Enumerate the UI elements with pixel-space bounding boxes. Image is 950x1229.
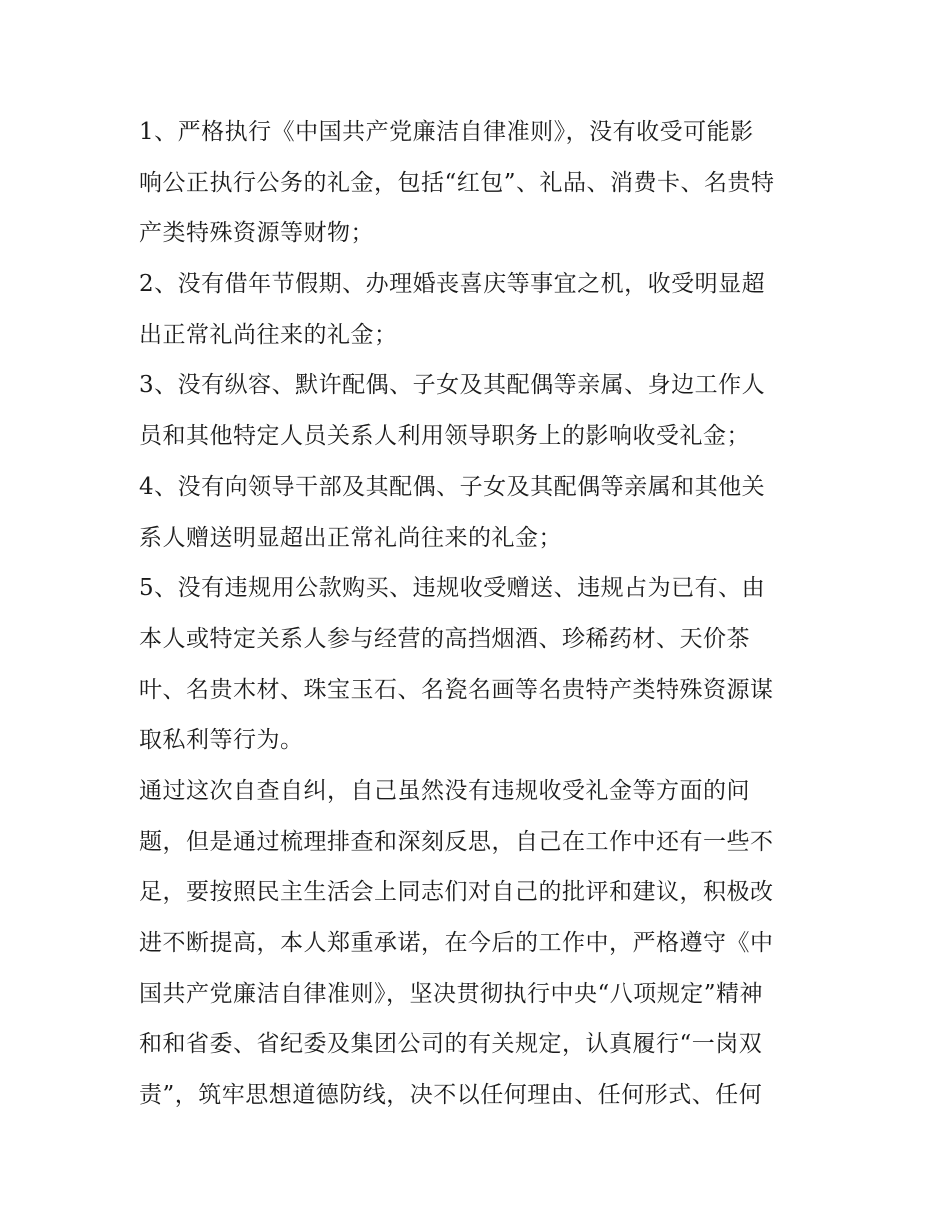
text-line: 出正常礼尚往来的礼金； — [139, 321, 398, 348]
text-line: 进不断提高，本人郑重承诺，在今后的工作中，严格遵守《中 — [139, 930, 774, 956]
text-line: 员和其他特定人员关系人利用领导职务上的影响收受礼金； — [139, 423, 750, 450]
text-line: 国共产党廉洁自律准则》，坚决贯彻执行中央“八项规定”精神 — [139, 980, 764, 1007]
text-line: 责”，筑牢思想道德防线，决不以任何理由、任何形式、任何 — [139, 1082, 763, 1109]
text-line: 叶、名贵木材、珠宝玉石、名瓷名画等名贵特产类特殊资源谋 — [139, 676, 774, 703]
text-line: 4、没有向领导干部及其配偶、子女及其配偶等亲属和其他关 — [139, 473, 766, 500]
text-line: 取私利等行为。 — [139, 727, 304, 754]
text-line: 2、没有借年节假期、办理婚丧喜庆等事宜之机，收受明显超 — [139, 271, 766, 298]
text-line: 系人赠送明显超出正常礼尚往来的礼金； — [139, 524, 562, 551]
text-line: 和和省委、省纪委及集团公司的有关规定，认真履行“一岗双 — [139, 1031, 763, 1058]
text-line: 1、严格执行《中国共产党廉洁自律准则》，没有收受可能影 — [139, 119, 754, 145]
text-line: 足，要按照民主生活会上同志们对自己的批评和建议，积极改 — [139, 879, 774, 906]
text-line: 5、没有违规用公款购买、违规收受赠送、违规占为已有、由 — [139, 575, 766, 602]
document-body — [139, 107, 819, 1121]
text-line: 响公正执行公务的礼金，包括“红包”、礼品、消费卡、名贵特 — [139, 169, 775, 196]
text-line: 3、没有纵容、默许配偶、子女及其配偶等亲属、身边工作人 — [139, 372, 766, 399]
text-line: 题，但是通过梳理排查和深刻反思，自己在工作中还有一些不 — [139, 828, 774, 855]
text-line: 本人或特定关系人参与经营的高挡烟酒、珍稀药材、天价茶 — [139, 625, 750, 652]
text-line: 通过这次自查自纠，自己虽然没有违规收受礼金等方面的问 — [139, 777, 750, 804]
text-line: 产类特殊资源等财物； — [139, 220, 374, 247]
